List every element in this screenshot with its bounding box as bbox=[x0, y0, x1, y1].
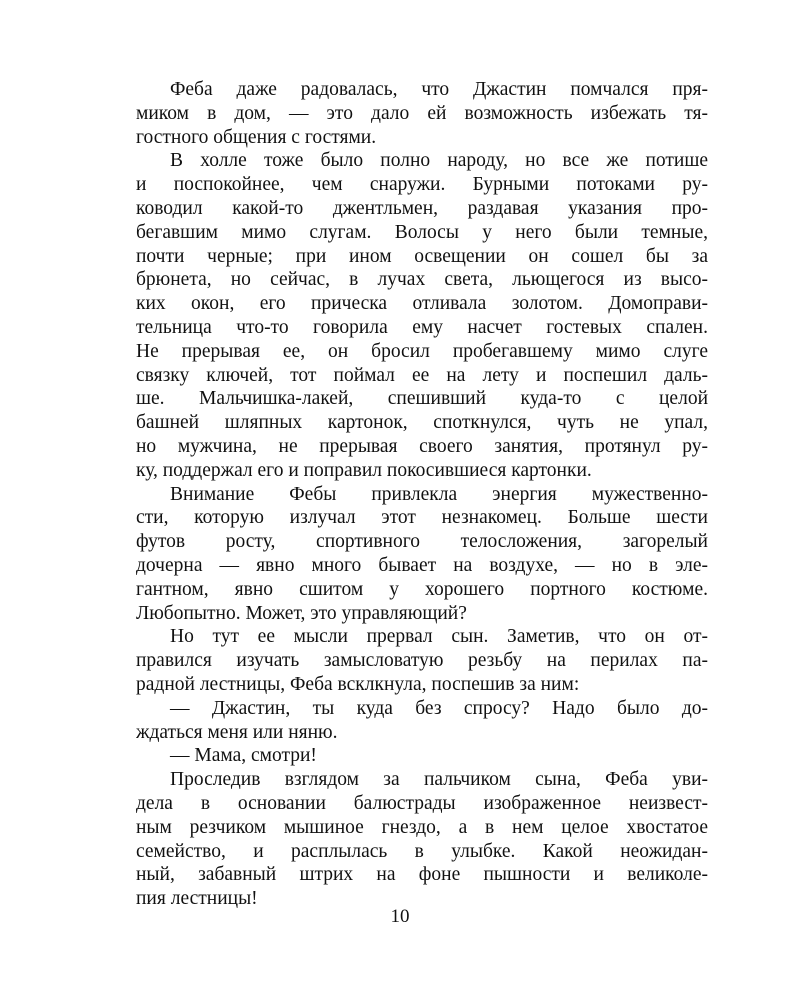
text-line: сти, которую излучал этот незнакомец. Больше шести bbox=[136, 507, 708, 529]
text-line: дела в основании балюстрады изображенное неизвест- bbox=[136, 792, 708, 814]
text-line: Проследив взглядом за пальчиком сына, Феба уви- bbox=[170, 769, 708, 791]
text-line: башней шляпных картонок, споткнулся, чуть не упал, bbox=[136, 412, 708, 434]
text-line: Любопытно. Может, это управляющий? bbox=[136, 602, 467, 624]
paragraph bbox=[136, 625, 708, 696]
text-line: Не прерывая ее, он бросил пробегавшему мимо слуге bbox=[136, 340, 708, 362]
text-line: семейство, и расплылась в улыбке. Какой неожидан- bbox=[136, 840, 708, 862]
paragraph bbox=[136, 483, 708, 626]
text-line: но мужчина, не прерывая своего занятия, протянул ру- bbox=[136, 435, 708, 457]
page-body bbox=[136, 78, 708, 911]
text-line: бегавшим мимо слугам. Волосы у него были темные, bbox=[136, 221, 708, 243]
text-line: миком в дом, — это дало ей возможность избежать тя- bbox=[136, 102, 708, 124]
text-line: Внимание Фебы привлекла энергия мужественно- bbox=[170, 483, 708, 505]
page-number: 10 bbox=[390, 906, 410, 927]
text-line: ным резчиком мышиное гнездо, а в нем целое хвостатое bbox=[136, 816, 708, 838]
paragraph bbox=[136, 78, 708, 149]
text-line: ку, поддержал его и поправил покосившиеся картонки. bbox=[136, 459, 592, 481]
text-line: Но тут ее мысли прервал сын. Заметив, что он от- bbox=[170, 626, 708, 648]
paragraph bbox=[136, 149, 708, 482]
text-line: ждаться меня или няню. bbox=[136, 721, 338, 743]
text-line: ше. Мальчишка-лакей, спешивший куда-то с целой bbox=[136, 388, 708, 410]
text-line: гантном, явно сшитом у хорошего портного костюме. bbox=[136, 578, 708, 600]
text-line: почти черные; при ином освещении он сошел бы за bbox=[136, 245, 708, 267]
text-line: Феба даже радовалась, что Джастин помчался пря- bbox=[170, 79, 708, 100]
text-line: связку ключей, тот поймал ее на лету и поспешил даль- bbox=[136, 364, 708, 386]
text-line: правился изучать замысловатую резьбу на перилах па- bbox=[136, 650, 708, 672]
text-line: радной лестницы, Феба всклкнула, поспешив за ним: bbox=[136, 673, 580, 695]
text-line: ный, забавный штрих на фоне пышности и великоле- bbox=[136, 864, 708, 886]
text-line: футов росту, спортивного телосложения, загорелый bbox=[136, 531, 708, 553]
paragraph bbox=[136, 768, 708, 911]
text-line: В холле тоже было полно народу, но все же потише bbox=[170, 150, 708, 172]
paragraph bbox=[136, 744, 708, 768]
paragraph bbox=[136, 697, 708, 745]
text-line: и поспокойнее, чем снаружи. Бурными потоками ру- bbox=[136, 174, 708, 196]
text-line: — Джастин, ты куда без спросу? Надо было до- bbox=[170, 697, 708, 719]
text-line: ких окон, его прическа отливала золотом. Домоправи- bbox=[136, 293, 708, 315]
text-line: гостного общения с гостями. bbox=[136, 126, 377, 148]
text-line: тельница что-то говорила ему насчет гостевых спален. bbox=[136, 316, 708, 338]
text-line: брюнета, но сейчас, в лучах света, льющегося из высо- bbox=[136, 269, 708, 291]
text-line: дочерна — явно много бывает на воздухе, — но в эле- bbox=[136, 554, 708, 576]
text-line: ководил какой-то джентльмен, раздавая указания про- bbox=[136, 197, 708, 219]
text-line: — Мама, смотри! bbox=[170, 745, 317, 767]
text-line: пия лестницы! bbox=[136, 888, 258, 910]
